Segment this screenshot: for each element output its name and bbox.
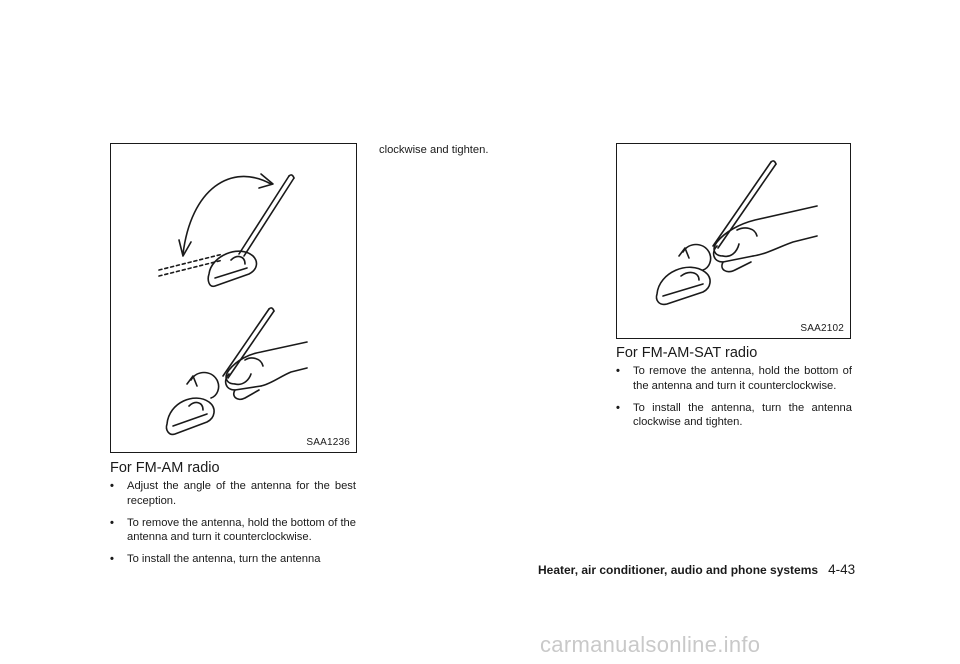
antenna-adjust-and-remove-illustration (111, 144, 358, 454)
figure-code: SAA2102 (800, 323, 844, 334)
list-item: • To remove the antenna, hold the bottom of the antenna and turn it counterclockwise. (110, 516, 356, 543)
list-item: • To install the antenna, turn the antenna (110, 553, 321, 565)
list-item: • Adjust the angle of the antenna for the best reception. (110, 480, 356, 507)
list-item: • To remove the antenna, hold the bottom of the antenna and turn it counterclockwise. (616, 365, 852, 392)
bullet-list-fm-am (110, 479, 356, 574)
section-heading-fm-am-sat: For FM-AM-SAT radio (616, 345, 758, 361)
section-heading-fm-am: For FM-AM radio (110, 460, 220, 476)
list-item: • To install the antenna, turn the antenna clockwise and tighten. (616, 401, 852, 428)
page-number: 4-43 (828, 562, 856, 577)
bullet-list-fm-am-sat (616, 364, 852, 437)
antenna-remove-illustration (617, 144, 852, 340)
watermark: carmanualsonline.info (540, 632, 761, 657)
figure-antenna-fm-am (110, 143, 357, 453)
continued-text: clockwise and tighten. (379, 144, 489, 156)
footer-section-title: Heater, air conditioner, audio and phone systems (538, 563, 819, 577)
figure-code: SAA1236 (306, 437, 350, 448)
figure-antenna-fm-am-sat (616, 143, 851, 339)
page-footer (538, 562, 855, 577)
